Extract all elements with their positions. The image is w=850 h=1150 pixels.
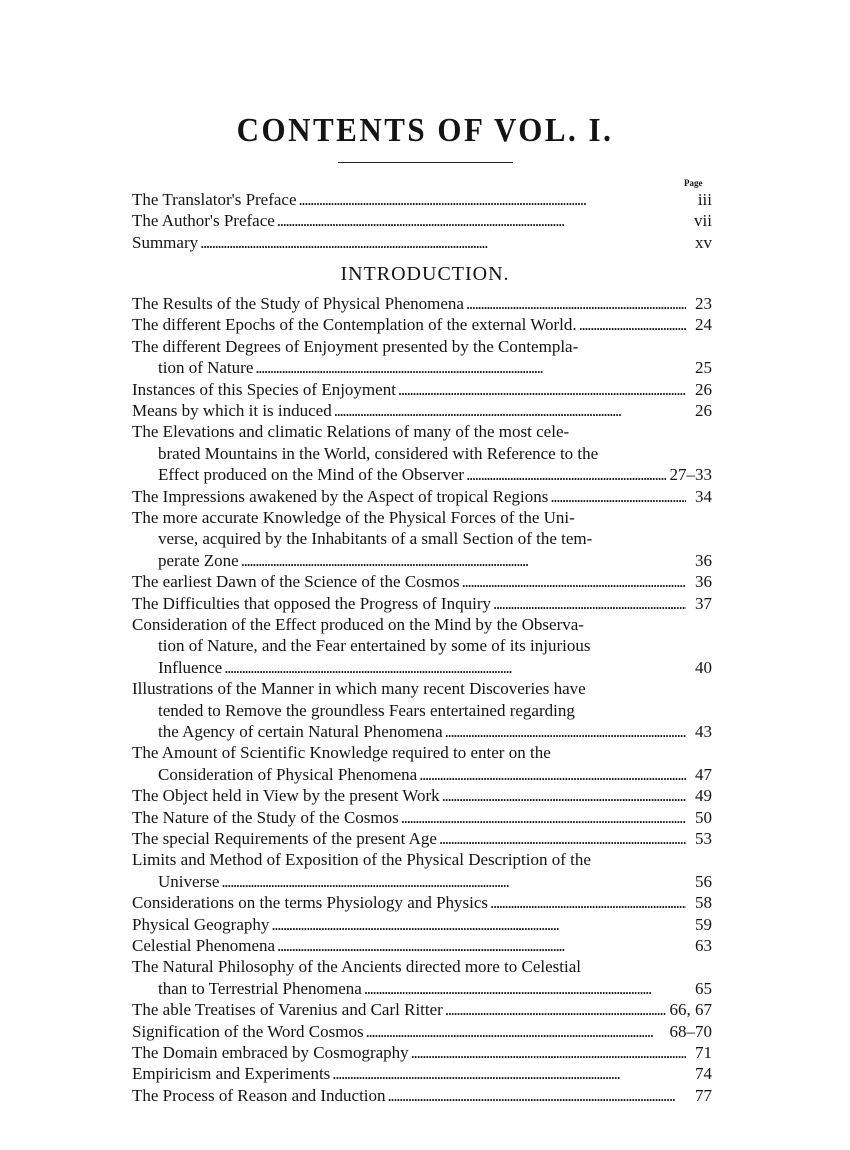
toc-entry <box>132 828 712 849</box>
toc-entry-line <box>132 1085 712 1106</box>
toc-page-number: 40 <box>695 657 712 677</box>
toc-entry-text: The different Degrees of Enjoyment presented by the Contempla- <box>132 336 579 356</box>
toc-entry-line <box>132 528 712 549</box>
toc-page-number: 66, 67 <box>669 1000 712 1020</box>
dot-leader <box>550 486 686 507</box>
toc-entry <box>132 421 712 485</box>
dot-leader <box>271 914 686 935</box>
toc-page-number: 77 <box>695 1085 712 1105</box>
dot-leader <box>579 314 686 335</box>
toc-entry-text: The Translator's Preface <box>132 190 297 209</box>
toc-entry-text: Means by which it is induced <box>132 401 332 420</box>
toc-entry-text: The different Epochs of the Contemplation of the external World. <box>132 315 577 335</box>
toc-page-number: 56 <box>695 871 712 891</box>
toc-page-number: 37 <box>695 593 712 613</box>
dot-leader <box>388 1085 686 1106</box>
toc-entry-line <box>132 507 712 528</box>
toc-entry <box>132 614 712 678</box>
dot-leader <box>277 935 686 956</box>
toc-entry <box>132 593 712 614</box>
toc-page-number: 49 <box>695 786 712 806</box>
toc-entry-line <box>132 210 712 231</box>
section-heading-introduction: INTRODUCTION. <box>340 263 510 285</box>
toc-page-number: 23 <box>695 294 712 313</box>
toc-entry-text: verse, acquired by the Inhabitants of a small Section of the tem- <box>158 529 593 549</box>
toc-page-number: 24 <box>695 315 712 335</box>
toc-entry-text: Universe <box>158 871 220 891</box>
toc-entry-text: Illustrations of the Manner in which many recent Discoveries have <box>132 679 586 699</box>
dot-leader <box>299 189 686 210</box>
toc-entry-text: Empiricism and Experiments <box>132 1064 331 1084</box>
toc-page-number: 25 <box>695 358 712 378</box>
toc-entry-line <box>132 678 712 699</box>
toc-page-number: iii <box>697 190 712 209</box>
toc-entry-text: The Results of the Study of Physical Phenomena <box>132 294 464 313</box>
toc-entry-line <box>132 742 712 763</box>
toc-entry-text: perate Zone <box>158 550 239 570</box>
toc-entry <box>132 507 712 571</box>
toc-entry-line <box>132 571 712 592</box>
dot-leader <box>411 1042 686 1063</box>
toc-page-number: 65 <box>695 978 712 998</box>
toc-entry-line <box>132 999 712 1020</box>
toc-entry <box>132 935 712 956</box>
toc-entry <box>132 1063 712 1084</box>
toc-entry <box>132 849 712 892</box>
dot-leader <box>466 293 686 314</box>
toc-entry <box>132 210 712 231</box>
toc-entry-text: The Author's Preface <box>132 211 275 231</box>
toc-page-number: 68–70 <box>669 1021 712 1041</box>
toc-entry-text: Instances of this Species of Enjoyment <box>132 379 396 399</box>
toc-entry-line <box>132 892 712 913</box>
toc-entry-line <box>132 421 712 442</box>
toc-page-number: 50 <box>695 807 712 827</box>
toc-entry <box>132 1085 712 1106</box>
toc-page-number: 71 <box>695 1043 712 1062</box>
toc-entry-line <box>132 764 712 785</box>
toc-entry <box>132 486 712 507</box>
toc-entry-text: Celestial Phenomena <box>132 936 276 955</box>
toc-page-number: 34 <box>695 486 712 506</box>
toc-entry-line <box>132 785 712 806</box>
toc-page-number: 47 <box>695 764 712 784</box>
toc-entry <box>132 807 712 828</box>
toc-entry-line <box>132 1042 712 1063</box>
toc-entry <box>132 314 712 335</box>
toc-entry-text: Effect produced on the Mind of the Observer <box>158 465 465 485</box>
toc-entry-line <box>132 232 712 253</box>
toc-entry-text: Influence <box>158 657 223 677</box>
toc-entry-text: Consideration of the Effect produced on the Mind by the Observa- <box>132 615 584 634</box>
dot-leader <box>445 721 686 742</box>
toc-entry-text: tion of Nature, and the Fear entertained by some of its injurious <box>158 636 591 656</box>
toc-entry-text: The able Treatises of Varenius and Carl Ritter <box>132 1000 443 1020</box>
toc-entry-line <box>132 336 712 357</box>
toc-page-number: 26 <box>695 379 712 399</box>
toc-entry-line <box>132 700 712 721</box>
dot-leader <box>419 764 686 785</box>
toc-entry <box>132 678 712 742</box>
toc-entry <box>132 892 712 913</box>
toc-entry-text: Physical Geography <box>132 914 270 934</box>
toc-entry <box>132 232 712 253</box>
dot-leader <box>241 550 686 571</box>
toc-entry-line <box>132 828 712 849</box>
dot-leader <box>401 807 686 828</box>
toc-entry-line <box>132 935 712 956</box>
toc-page-number: 53 <box>695 829 712 848</box>
toc-entry-text: brated Mountains in the World, considered with Reference to the <box>158 443 599 463</box>
dot-leader <box>490 892 686 913</box>
toc-entry <box>132 956 712 999</box>
toc-entry-line <box>132 593 712 614</box>
toc-entry-line <box>132 486 712 507</box>
toc-entry-text: Signification of the Word Cosmos <box>132 1021 364 1041</box>
toc-entry <box>132 400 712 421</box>
toc-entry <box>132 379 712 400</box>
toc-entry-text: The Object held in View by the present Work <box>132 786 440 806</box>
toc-page-number: 59 <box>695 914 712 934</box>
toc-entry-line <box>132 849 712 870</box>
toc-entry-text: the Agency of certain Natural Phenomena <box>158 721 443 741</box>
toc-page-number: 27–33 <box>669 465 712 485</box>
toc-entry-line <box>132 314 712 335</box>
dot-leader <box>364 978 686 999</box>
toc-entry-text: The Natural Philosophy of the Ancients directed more to Celestial <box>132 957 581 977</box>
toc-entry-line <box>132 1021 712 1042</box>
dot-leader <box>439 828 686 849</box>
dot-leader <box>445 999 666 1020</box>
toc-page-number: 43 <box>695 721 712 741</box>
dot-leader <box>332 1063 686 1084</box>
toc-page-number: 63 <box>695 936 712 955</box>
toc-entry-text: Limits and Method of Exposition of the Physical Description of the <box>132 850 591 870</box>
toc-entry <box>132 742 712 785</box>
toc-entry <box>132 914 712 935</box>
toc-entry-line <box>132 871 712 892</box>
toc-entry-text: Consideration of Physical Phenomena <box>158 764 418 784</box>
dot-leader <box>255 357 686 378</box>
toc-entry-line <box>132 635 712 656</box>
toc-entry <box>132 999 712 1020</box>
toc-entry <box>132 293 712 314</box>
toc-entry-text: The Domain embraced by Cosmography <box>132 1043 409 1062</box>
toc-entry-text: The Amount of Scientific Knowledge required to enter on the <box>132 743 551 763</box>
dot-leader <box>277 210 686 231</box>
toc-entry-line <box>132 400 712 421</box>
toc-entry-line <box>132 807 712 828</box>
toc-entry-text: Considerations on the terms Physiology and Physics <box>132 893 489 913</box>
toc-entry <box>132 1021 712 1042</box>
toc-entry-line <box>132 357 712 378</box>
toc-entry-line <box>132 1063 712 1084</box>
toc-entry-text: The Impressions awakened by the Aspect of tropical Regions <box>132 486 549 506</box>
toc-entry-line <box>132 614 712 635</box>
toc-entry-line <box>132 464 712 485</box>
toc-entry-line <box>132 443 712 464</box>
toc-entry-line <box>132 657 712 678</box>
toc-entry-text: The earliest Dawn of the Science of the Cosmos <box>132 572 460 592</box>
dot-leader <box>334 400 686 421</box>
toc-entry-text: than to Terrestrial Phenomena <box>158 978 362 998</box>
toc-entry-text: The Difficulties that opposed the Progress of Inquiry <box>132 593 491 613</box>
toc-page-number: 58 <box>695 893 712 913</box>
toc-entry <box>132 1042 712 1063</box>
toc-entry-text: tended to Remove the groundless Fears entertained regarding <box>158 700 575 720</box>
toc-page-number: 36 <box>695 550 712 570</box>
toc-page-number: 36 <box>695 572 712 592</box>
toc-entry-text: The Elevations and climatic Relations of many of the most cele- <box>132 422 570 442</box>
title-rule <box>338 162 513 163</box>
dot-leader <box>224 657 686 678</box>
page-column-heading: Page <box>684 178 703 188</box>
toc-entry-text: The more accurate Knowledge of the Physical Forces of the Uni- <box>132 508 575 527</box>
dot-leader <box>493 593 686 614</box>
toc-entry <box>132 571 712 592</box>
toc-entry-text: Summary <box>132 232 199 252</box>
toc-entry-line <box>132 189 712 210</box>
toc-entry-text: The Nature of the Study of the Cosmos <box>132 807 399 827</box>
dot-leader <box>442 785 686 806</box>
dot-leader <box>366 1021 666 1042</box>
dot-leader <box>200 232 686 253</box>
dot-leader <box>398 379 686 400</box>
toc-entry-line <box>132 956 712 977</box>
toc-entry-line <box>132 978 712 999</box>
toc-entry-line <box>132 721 712 742</box>
toc-entry-text: The special Requirements of the present Age <box>132 829 437 848</box>
toc-entry-line <box>132 550 712 571</box>
toc-entry-line <box>132 293 712 314</box>
toc-entry-line <box>132 379 712 400</box>
toc-entry-line <box>132 914 712 935</box>
toc-entry <box>132 336 712 379</box>
dot-leader <box>462 571 686 592</box>
dot-leader <box>221 871 686 892</box>
toc-entry-text: The Process of Reason and Induction <box>132 1085 386 1105</box>
dot-leader <box>466 464 665 485</box>
toc-entry-text: tion of Nature <box>158 358 254 378</box>
toc-page-number: vii <box>694 211 712 231</box>
toc-entry <box>132 785 712 806</box>
page-title: CONTENTS OF VOL. I. <box>236 110 614 149</box>
toc-page-number: 74 <box>695 1064 712 1084</box>
toc-page-number: 26 <box>695 401 712 420</box>
toc-page-number: xv <box>695 232 712 252</box>
toc-entry <box>132 189 712 210</box>
